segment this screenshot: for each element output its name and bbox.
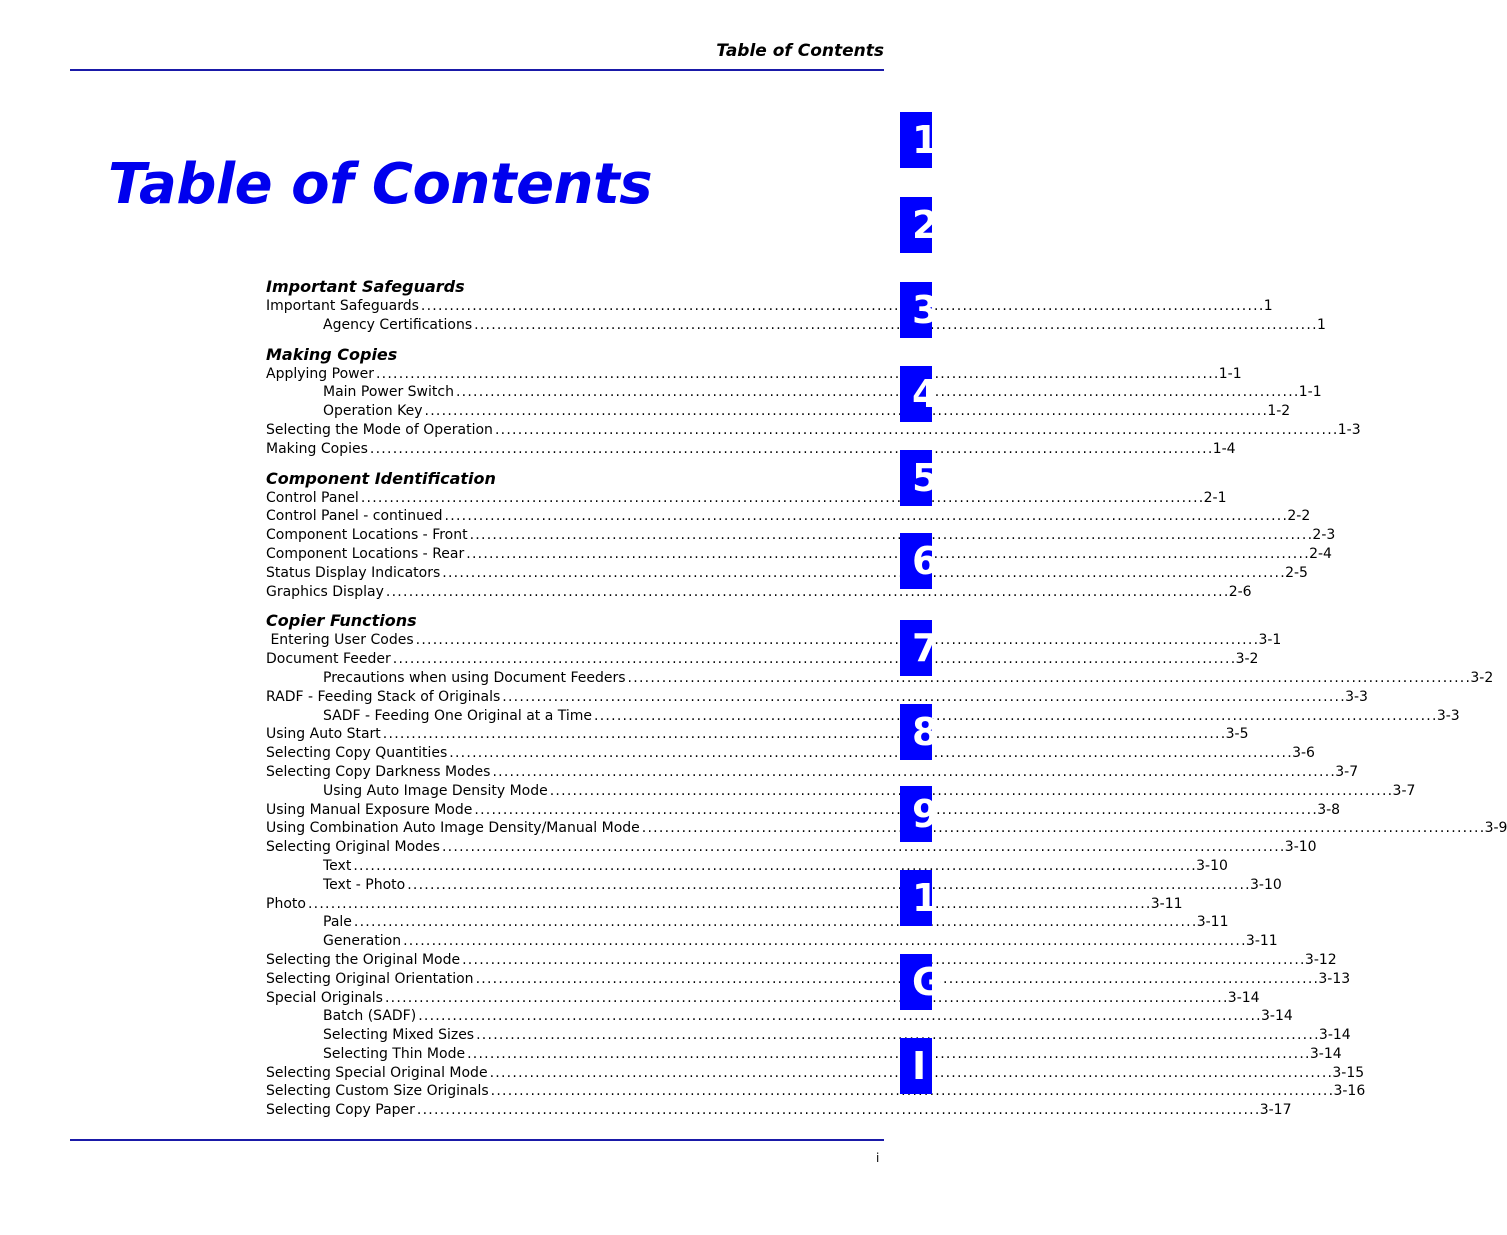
dot-leader (456, 383, 1297, 402)
toc-entry[interactable] (266, 507, 1311, 526)
toc-entry-label: Using Auto Start (266, 726, 381, 743)
toc-entry-page: 3-14 (1227, 989, 1260, 1006)
toc-entry[interactable] (266, 819, 1507, 838)
toc-entry-label: SADF - Feeding One Original at a Time (323, 707, 593, 724)
chapter-tab-label: 5 (912, 456, 939, 500)
toc-entry-page: 3-3 (1345, 688, 1368, 705)
toc-entry-page: 2-5 (1285, 564, 1308, 581)
dot-leader (353, 857, 1194, 876)
dot-leader (385, 989, 1226, 1008)
toc-section (266, 468, 1336, 602)
toc-entry-label: Entering User Codes (266, 632, 414, 649)
toc-entry-label: Selecting Mixed Sizes (323, 1027, 475, 1044)
toc-entry-page: 3-2 (1235, 651, 1259, 668)
toc-entry-label: Pale (323, 914, 352, 931)
dot-leader (642, 819, 1483, 838)
page-title: Table of Contents (108, 152, 653, 217)
toc-entry[interactable] (266, 489, 1227, 508)
dot-leader (550, 782, 1391, 801)
dot-leader (425, 402, 1266, 421)
toc-entry-label: Selecting Thin Mode (323, 1045, 466, 1062)
toc-entry[interactable] (266, 951, 1337, 970)
toc-entry[interactable] (266, 1026, 1351, 1045)
toc-entry-page: 3-15 (1332, 1064, 1365, 1081)
chapter-tab-label: 3 (912, 288, 939, 332)
toc-entry-page: 1-1 (1218, 365, 1242, 382)
toc-entry-page: 3-2 (1470, 669, 1494, 686)
toc-entry-page: 3-16 (1333, 1083, 1366, 1100)
toc-entry-page: 3-11 (1245, 933, 1278, 950)
toc-entry-page: 3-12 (1304, 951, 1337, 968)
toc-entry-label: Applying Power (266, 365, 374, 382)
section-heading: Important Safeguards (266, 277, 465, 296)
dot-leader (628, 669, 1469, 688)
toc-entry-page: 3-1 (1258, 632, 1282, 649)
dot-leader (462, 951, 1303, 970)
chapter-tab-label: 7 (912, 626, 939, 670)
dot-leader (442, 838, 1283, 857)
toc-entry-page: 1 (1316, 316, 1326, 333)
toc-entry-page: 1-2 (1267, 403, 1291, 420)
toc-entry-page: 3-11 (1196, 914, 1229, 931)
section-heading: Copier Functions (266, 611, 417, 631)
dot-leader (466, 545, 1307, 564)
toc-entry-page: 1-3 (1337, 421, 1361, 438)
toc-entry-page: 1 (1263, 298, 1273, 314)
dot-leader (393, 650, 1234, 669)
toc-entry[interactable] (266, 744, 1315, 763)
dot-leader (417, 1101, 1258, 1120)
toc-entry-page: 3-5 (1225, 726, 1249, 743)
toc-entry-label: Selecting Original Modes (266, 839, 440, 856)
toc-entry[interactable] (266, 1045, 1342, 1064)
dot-leader (594, 707, 1435, 726)
chapter-tab[interactable] (900, 620, 939, 676)
toc-entry[interactable] (266, 526, 1336, 545)
toc-entry[interactable] (266, 383, 1322, 402)
chapter-tab[interactable] (900, 870, 939, 926)
dot-leader (386, 583, 1227, 602)
toc-entry-label: Using Manual Exposure Mode (266, 801, 473, 818)
running-header-title: Table of Contents (716, 41, 884, 61)
toc-entry-page: 2-2 (1287, 508, 1311, 525)
dot-leader (474, 316, 1315, 335)
toc-entry-label: Special Originals (266, 989, 383, 1006)
toc-entry-label: Control Panel - continued (266, 508, 443, 525)
toc-entry[interactable] (266, 688, 1368, 707)
toc-entry[interactable] (266, 725, 1249, 744)
dot-leader (308, 895, 1149, 914)
chapter-tab-label: 1 (912, 118, 939, 162)
toc-entry-label: Component Locations - Front (266, 527, 468, 544)
chapter-tab-label: 1 (912, 876, 939, 920)
dot-leader (383, 725, 1224, 744)
toc-entry[interactable] (266, 421, 1361, 440)
toc-entry[interactable] (266, 838, 1317, 857)
chapter-tab-label: 2 (912, 203, 939, 247)
chapter-tab-label: 8 (912, 710, 939, 754)
section-heading: Making Copies (266, 344, 398, 364)
chapter-tab-label: I (912, 1044, 927, 1088)
toc-entry-page: 2-6 (1228, 583, 1252, 600)
chapter-tab[interactable] (900, 282, 939, 338)
toc-entry[interactable] (266, 402, 1291, 421)
toc-entry[interactable] (266, 763, 1359, 782)
toc-entry-page: 3-10 (1196, 857, 1228, 874)
toc-entry[interactable] (266, 989, 1260, 1008)
dot-leader (407, 876, 1248, 895)
toc-entry-page: 3-10 (1250, 876, 1282, 893)
toc-entry-label: Text - Photo (323, 876, 406, 893)
toc-entry-page: 3-7 (1392, 782, 1416, 799)
dot-leader (492, 763, 1333, 782)
toc-entry-label: Using Combination Auto Image Density/Manual Mode (266, 820, 640, 837)
toc-entry-label: Operation Key (323, 403, 423, 420)
dot-leader (370, 440, 1211, 459)
dot-leader (476, 970, 1317, 989)
toc-entry-label: Selecting Copy Paper (266, 1102, 415, 1119)
chapter-tab[interactable] (900, 450, 939, 506)
toc-entry-page: 3-10 (1284, 839, 1317, 856)
toc-entry-label: Making Copies (266, 440, 368, 457)
footer-rule (70, 1139, 884, 1141)
toc-entry-label: Selecting the Original Mode (266, 951, 461, 968)
toc-entry[interactable] (266, 970, 1351, 989)
toc-entry-page: 3-8 (1317, 801, 1341, 818)
toc-entry-label: Important Safeguards (266, 298, 419, 314)
toc-entry-label: RADF - Feeding Stack of Originals (266, 688, 501, 705)
section-heading: Component Identification (266, 468, 496, 488)
toc-entry-page: 1-1 (1298, 384, 1322, 401)
toc-entry[interactable] (266, 895, 1183, 914)
toc-entry-label: Selecting Special Original Mode (266, 1064, 488, 1081)
chapter-tab-label: 9 (912, 792, 939, 836)
toc-entry-label: Selecting Copy Quantities (266, 745, 448, 762)
toc-entry-label: Selecting Custom Size Originals (266, 1083, 489, 1100)
toc-entry[interactable] (266, 440, 1236, 459)
toc-entry[interactable] (266, 1064, 1365, 1083)
toc-entry-page: 3-14 (1309, 1045, 1342, 1062)
toc-entry-page: 3-13 (1318, 970, 1351, 987)
dot-leader (442, 564, 1283, 583)
toc-entry[interactable] (266, 801, 1341, 820)
toc-entry-label: Selecting Copy Darkness Modes (266, 763, 491, 780)
toc-entry[interactable] (266, 545, 1332, 564)
toc-entry-page: 2-3 (1312, 527, 1336, 544)
toc-entry-page: 3-9 (1484, 820, 1507, 837)
dot-leader (476, 1026, 1317, 1045)
toc-section (266, 276, 1326, 335)
chapter-tab[interactable] (900, 533, 939, 589)
dot-leader (421, 297, 1262, 316)
toc-entry-label: Using Auto Image Density Mode (323, 782, 548, 799)
chapter-tab[interactable] (900, 112, 939, 168)
toc-entry[interactable] (266, 631, 1282, 650)
toc-entry-label: Status Display Indicators (266, 564, 441, 581)
toc-entry[interactable] (266, 297, 1273, 316)
toc-entry-label: Precautions when using Document Feeders (323, 669, 626, 686)
toc-entry-page: 2-1 (1203, 489, 1227, 506)
toc-entry-page: 3-11 (1150, 895, 1183, 912)
table-of-contents (266, 276, 1507, 1129)
toc-entry-label: Document Feeder (266, 651, 391, 668)
chapter-tab-label: 6 (912, 539, 939, 583)
dot-leader (361, 489, 1202, 508)
header-rule (70, 69, 884, 71)
dot-leader (495, 421, 1336, 440)
toc-entry[interactable] (266, 707, 1460, 726)
dot-leader (354, 913, 1195, 932)
chapter-tab[interactable] (900, 197, 939, 253)
chapter-tab[interactable] (900, 366, 939, 422)
toc-entry-page: 3-3 (1436, 707, 1460, 724)
toc-entry-page: 3-14 (1261, 1008, 1293, 1025)
toc-entry-label: Main Power Switch (323, 384, 454, 401)
toc-entry[interactable] (266, 564, 1308, 583)
dot-leader (445, 507, 1286, 526)
chapter-tab[interactable] (900, 704, 939, 760)
dot-leader (470, 526, 1311, 545)
dot-leader (418, 1007, 1259, 1026)
dot-leader (467, 1045, 1308, 1064)
dot-leader (416, 631, 1257, 650)
toc-entry-page: 2-4 (1309, 545, 1332, 562)
toc-entry-page: 3-17 (1259, 1102, 1292, 1119)
toc-entry-label: Photo (266, 895, 306, 912)
dot-leader (376, 365, 1217, 384)
chapter-tab[interactable] (900, 1038, 932, 1094)
chapter-tab-label: G (912, 960, 944, 1004)
toc-section (266, 344, 1361, 459)
toc-entry[interactable] (266, 1101, 1292, 1120)
toc-entry[interactable] (266, 669, 1494, 688)
toc-entry-page: 3-7 (1335, 763, 1359, 780)
toc-entry[interactable] (266, 782, 1416, 801)
toc-section (266, 610, 1507, 1120)
toc-entry-label: Component Locations - Rear (266, 545, 465, 562)
dot-leader (403, 932, 1244, 951)
toc-entry[interactable] (266, 365, 1242, 384)
toc-entry-page: 1-4 (1212, 440, 1236, 457)
toc-entry-label: Generation (323, 933, 402, 950)
dot-leader (449, 744, 1290, 763)
toc-entry[interactable] (266, 932, 1278, 951)
toc-entry-label: Text (323, 857, 352, 874)
toc-entry[interactable] (266, 650, 1259, 669)
toc-entry-label: Graphics Display (266, 583, 384, 600)
toc-entry[interactable] (266, 913, 1229, 932)
page-number: i (876, 1151, 880, 1165)
chapter-tab-label: 4 (912, 372, 939, 416)
toc-entry-label: Selecting Original Orientation (266, 970, 474, 987)
toc-entry-label: Agency Certifications (323, 316, 473, 333)
chapter-tab[interactable] (900, 954, 944, 1010)
toc-entry-page: 3-6 (1292, 745, 1315, 762)
toc-entry[interactable] (266, 316, 1326, 335)
toc-entry[interactable] (266, 1007, 1293, 1026)
toc-entry[interactable] (266, 583, 1252, 602)
toc-entry-label: Batch (SADF) (323, 1008, 417, 1025)
toc-entry[interactable] (266, 857, 1228, 876)
dot-leader (474, 801, 1315, 820)
toc-entry[interactable] (266, 876, 1282, 895)
toc-entry[interactable] (266, 1082, 1366, 1101)
chapter-tab[interactable] (900, 786, 939, 842)
toc-entry-label: Control Panel (266, 489, 359, 506)
toc-entry-label: Selecting the Mode of Operation (266, 421, 493, 438)
toc-entry-page: 3-14 (1318, 1027, 1351, 1044)
